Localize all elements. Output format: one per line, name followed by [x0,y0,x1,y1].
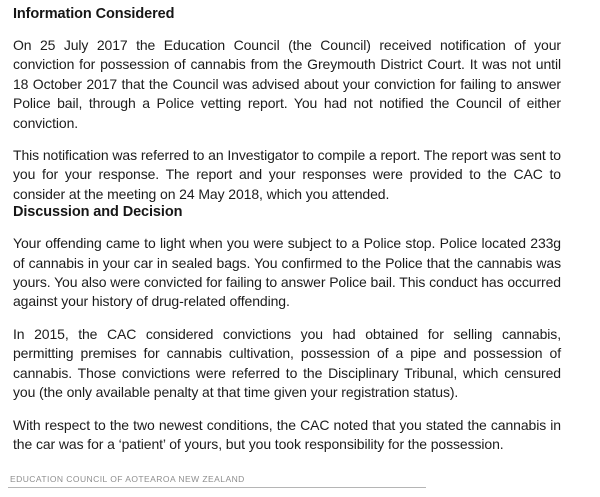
page-footer [0,473,600,497]
paragraph: Your offending came to light when you were subject to a Police stop. Police located 233g of cannabis in your car in sealed bags. You confirmed to the Police that the cannabis was yours. You also were convicted for failing to answer Police bail. This conduct has occurred against your history of drug-related offending. [13,235,561,310]
paragraph: In 2015, the CAC considered convictions you had obtained for selling cannabis, permitting premises for cannabis cultivation, possession of a pipe and possession of cannabis. Those convictions were referred to the Disciplinary Tribunal, which censured you (the only available penalty at that time given your registration status). [13,325,561,401]
section-heading-discussion-and-decision: Discussion and Decision [13,204,183,221]
footer-rule [8,487,426,488]
section-discussion-and-decision [13,204,561,454]
section-heading-information-considered: Information Considered [13,6,175,22]
section-information-considered [13,6,561,204]
paragraph: On 25 July 2017 the Education Council (the Council) received notification of your conviction for possession of cannabis from the Greymouth District Court. It was not until 18 October 2017 that the Council was advised about your conviction for failing to answer Police bail, through a Police vetting report. You had not notified the Council of either conviction. [13,37,561,131]
paragraph: This notification was referred to an Investigator to compile a report. The report was sent to you for your response. The report and your responses were provided to the CAC to consider at the meeting on 24 May 2018, which you attended. [13,147,561,202]
document-body [13,6,561,454]
footer-org-name: EDUCATION COUNCIL OF AOTEAROA NEW ZEALAND [10,474,248,484]
paragraph: With respect to the two newest conditions, the CAC noted that you stated the cannabis in the car was for a ‘patient’ of yours, but you took responsibility for the possession. [13,416,561,452]
